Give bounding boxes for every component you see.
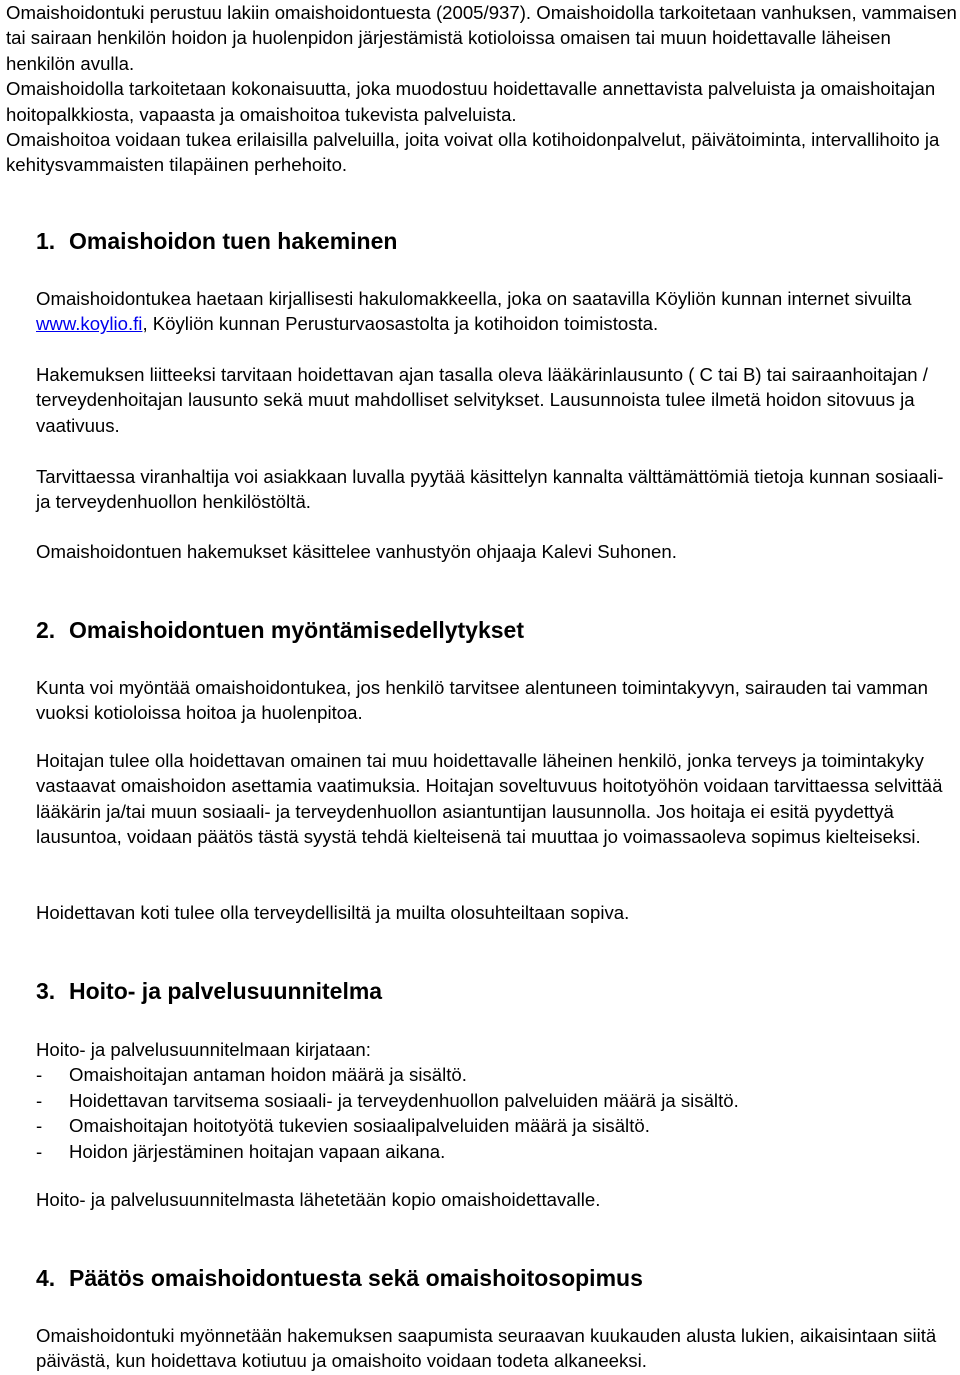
section-1-paragraph-2: Hakemuksen liitteeksi tarvitaan hoidettavan ajan tasalla oleva lääkärinlausunto ( C tai B) tai sairaanhoitajan / terveydenhoitajan lausunto sekä muut mahdolliset selvitykset. Lausunnoista tulee ilmetä hoidon sitovuus ja vaativuus. bbox=[36, 364, 928, 436]
list-dash: - bbox=[36, 1064, 43, 1086]
section-3-title: Hoito- ja palvelusuunnitelma bbox=[69, 978, 383, 1004]
section-2-paragraph-1: Kunta voi myöntää omaishoidontukea, jos henkilö tarvitsee alentuneen toimintakyvyn, sairauden tai vamman vuoksi kotioloissa hoitoa ja huolenpitoa. bbox=[36, 677, 928, 724]
intro-paragraph-3: Omaishoitoa voidaan tukea erilaisilla palveluilla, joita voivat olla kotihoidonpalvelut, päivätoiminta, intervallihoito ja kehitysvammaisten tilapäinen perhehoito. bbox=[6, 129, 940, 176]
section-3-number: 3. bbox=[36, 978, 56, 1004]
intro-text bbox=[6, 0, 958, 178]
section-2-heading bbox=[36, 616, 524, 644]
section-1-number: 1. bbox=[36, 228, 56, 254]
municipality-website-link[interactable]: www.koylio.fi bbox=[36, 313, 143, 335]
section-1-p1-text-b: , Köyliön kunnan Perusturvaosastolta ja kotihoidon toimistosta. bbox=[142, 313, 659, 335]
list-dash: - bbox=[36, 1089, 43, 1111]
section-2-paragraph-2: Hoitajan tulee olla hoidettavan omainen tai muu hoidettavalle läheinen henkilö, jonka terveys ja toimintakyky vastaavat omaishoidon asettamia vaatimuksia. Hoitajan soveltuvuus hoitotyöhön voidaan tarvittaessa selvittää lääkärin ja/tai muun sosiaali- ja terveydenhuollon asiantuntijan lausunnolla. Jos hoitaja ei esitä pyydettyä lausuntoa, voidaan päätös tästä syystä tehdä kielteisenä tai muuttaa jo voimassaoleva sopimus kielteiseksi. bbox=[36, 750, 943, 848]
list-dash: - bbox=[36, 1115, 43, 1137]
intro-paragraph-2: Omaishoidolla tarkoitetaan kokonaisuutta, joka muodostuu hoidettavalle annettavista palveluista ja omaishoitajan hoitopalkkiosta, vapaasta ja omaishoitoa tukevista palveluista. bbox=[6, 78, 936, 125]
section-1-paragraph-1 bbox=[36, 286, 958, 337]
section-4-heading bbox=[36, 1264, 643, 1292]
section-3-paragraph-2: Hoito- ja palvelusuunnitelmasta lähetetään kopio omaishoidettavalle. bbox=[36, 1189, 601, 1210]
section-3-intro: Hoito- ja palvelusuunnitelmaan kirjataan: bbox=[36, 1039, 371, 1060]
list-item: - Omaishoitajan antaman hoidon määrä ja sisältö. bbox=[36, 1062, 958, 1087]
section-1-paragraph-3: Tarvittaessa viranhaltija voi asiakkaan luvalla pyytää käsittelyn kannalta välttämättömiä tietoja kunnan sosiaali- ja terveydenhuollon henkilöstöltä. bbox=[36, 466, 944, 513]
section-4-paragraph-1: Omaishoidontuki myönnetään hakemuksen saapumista seuraavan kuukauden alusta lukien, aikaisintaan siitä päivästä, kun hoidettava kotiutuu ja omaishoito voidaan todeta alkaneeksi. bbox=[36, 1325, 937, 1372]
care-plan-list bbox=[36, 1062, 958, 1164]
section-3-list-block bbox=[36, 1037, 958, 1164]
section-1-title: Omaishoidon tuen hakeminen bbox=[69, 228, 398, 254]
list-item: - Hoidon järjestäminen hoitajan vapaan aikana. bbox=[36, 1139, 958, 1164]
section-1-paragraph-4: Omaishoidontuen hakemukset käsittelee vanhustyön ohjaaja Kalevi Suhonen. bbox=[36, 541, 677, 562]
intro-paragraph-1: Omaishoidontuki perustuu lakiin omaishoidontuesta (2005/937). Omaishoidolla tarkoitetaan vanhuksen, vammaisen tai sairaan henkilön hoidon ja huolenpidon järjestämistä kotioloissa omaisen tai muun hoidettavalle läheisen henkilön avulla. bbox=[6, 2, 957, 74]
list-dash: - bbox=[36, 1140, 43, 1162]
section-2-paragraph-3: Hoidettavan koti tulee olla terveydellisiltä ja muilta olosuhteiltaan sopiva. bbox=[36, 902, 630, 923]
section-2-number: 2. bbox=[36, 617, 56, 643]
section-3-heading bbox=[36, 977, 382, 1005]
section-4-number: 4. bbox=[36, 1265, 56, 1291]
list-item: - Hoidettavan tarvitsema sosiaali- ja terveydenhuollon palveluiden määrä ja sisältö. bbox=[36, 1088, 958, 1113]
section-1-heading bbox=[36, 227, 397, 255]
section-4-title: Päätös omaishoidontuesta sekä omaishoitosopimus bbox=[69, 1265, 643, 1291]
list-item: - Omaishoitajan hoitotyötä tukevien sosiaalipalveluiden määrä ja sisältö. bbox=[36, 1113, 958, 1138]
section-2-title: Omaishoidontuen myöntämisedellytykset bbox=[69, 617, 525, 643]
section-1-p1-text-a: Omaishoidontukea haetaan kirjallisesti hakulomakkeella, joka on saatavilla Köyliön kunnan internet sivuilta bbox=[36, 288, 912, 309]
